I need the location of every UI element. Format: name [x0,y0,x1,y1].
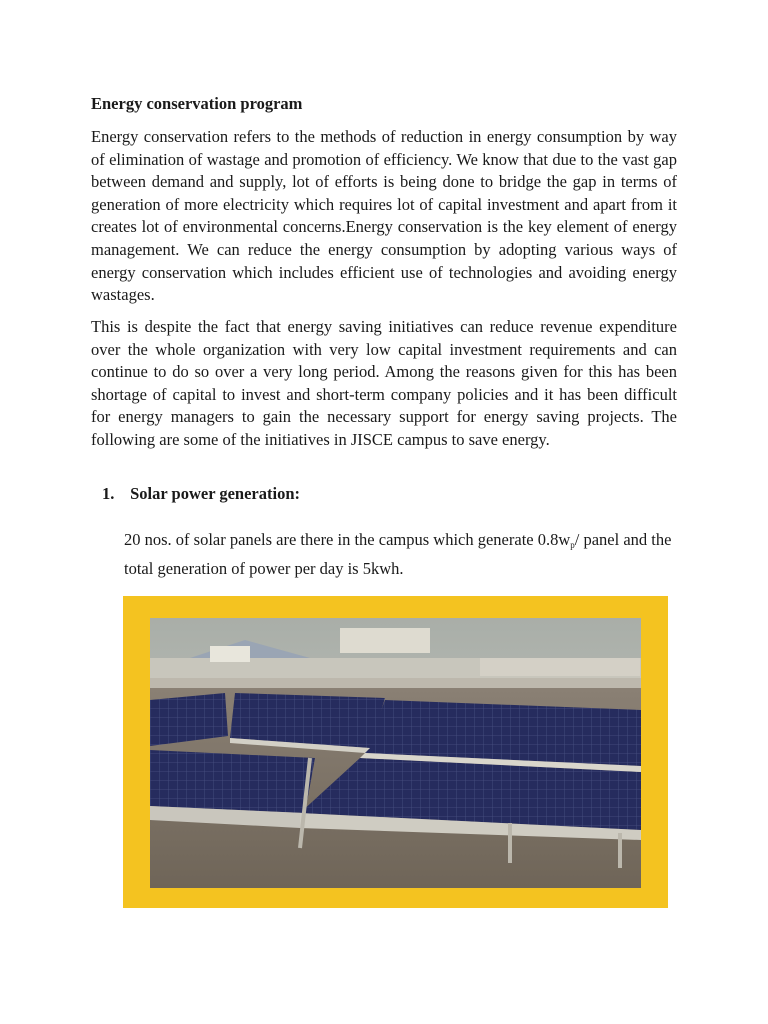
solar-panel-photo [123,596,668,908]
section-heading: Energy conservation program [91,94,303,113]
solar-panel-illustration [150,618,641,888]
paragraph-initiatives: This is despite the fact that energy saving initiatives can reduce revenue expenditure over the whole organization with very low capital investment requirements and can continue to do so over a very long period. Among the reasons given for this has been shortage of capital to invest and short-term company policies and it has been difficult for energy managers to gain the necessary support for energy saving projects. The following are some of the initiatives in JISCE campus to save energy. [91,317,677,449]
solar-text-after: / panel and the total generation of power per day is 5kwh. [124,530,672,578]
list-item-solar [102,484,300,504]
paragraph-intro: Energy conservation refers to the methods of reduction in energy consumption by way of elimination of wastage and promotion of efficiency. We know that due to the vast gap between demand and supply, lot of efforts is being done to bridge the gap in terms of generation of more electricity which requires lot of capital investment and apart from it creates lot of environmental concerns.Energy conservation is the key element of energy management. We can reduce the energy consumption by adopting various ways of energy conservation which includes efficient use of technologies and avoiding energy wastages. [91,127,677,305]
solar-text-before: 20 nos. of solar panels are there in the campus which generate 0.8w [124,530,571,549]
list-title: Solar power generation: [130,484,300,503]
solar-description [124,528,684,580]
solar-subscript: p [570,540,575,550]
list-number: 1. [102,484,115,503]
